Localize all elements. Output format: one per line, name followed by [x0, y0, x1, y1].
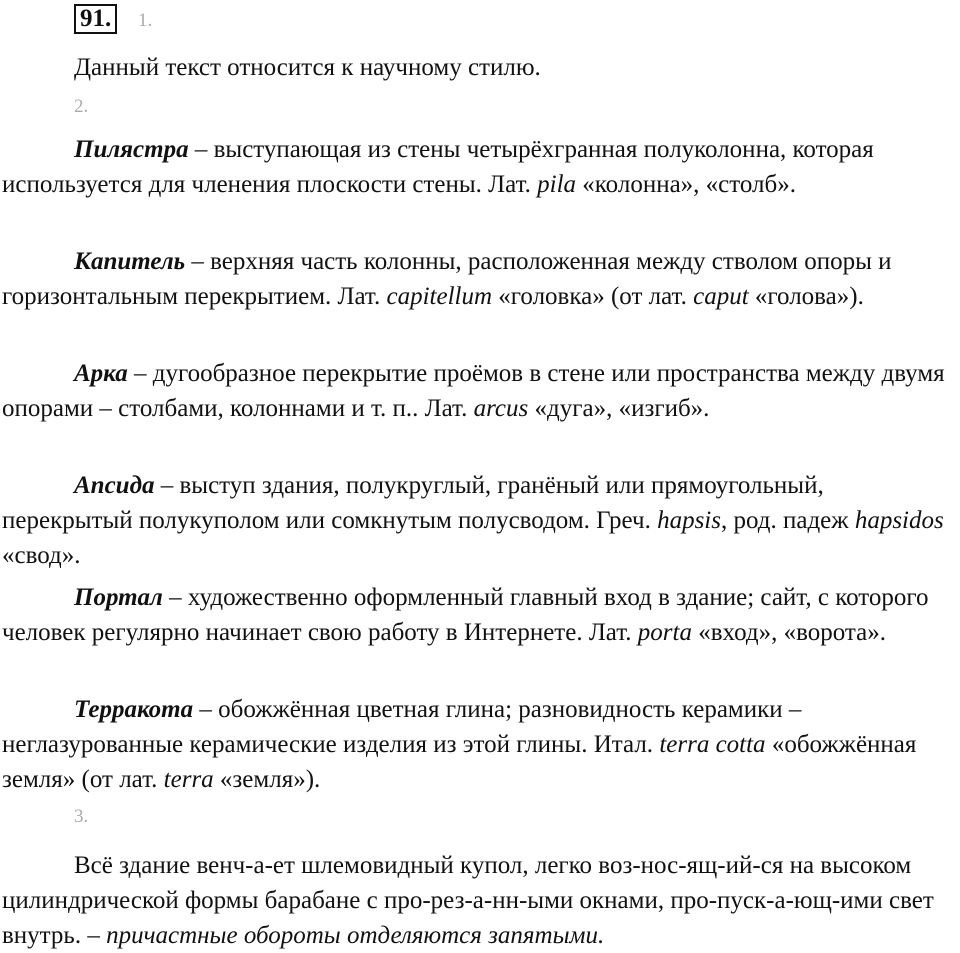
definition-term: Капитель — [74, 248, 186, 275]
foreign-word: terra — [163, 766, 214, 793]
foreign-word: caput — [693, 283, 749, 310]
marker-2: 2. — [74, 96, 89, 117]
marker-3: 3. — [74, 806, 89, 827]
definition-text: – художественно оформленный главный вход в здание; сайт, с которого человек регулярно начинает свою работу в Интернете. Лат. — [2, 584, 929, 646]
definition-item — [2, 356, 952, 426]
foreign-word: porta — [637, 619, 692, 646]
definition-text: – дугообразное перекрытие проёмов в стене или пространства между двумя опорами – столбами, колоннами и т. п.. Лат. — [2, 360, 945, 422]
definition-text: – выступающая из стены четырёхгранная полуколонна, которая используется для членения плоскости стены. Лат. — [2, 136, 874, 198]
definition-text: – верхняя часть колонны, расположенная между стволом опоры и горизонтальным перекрытием. Лат. — [2, 248, 892, 310]
answer-3-text: Всё здание венч-а-ет шлемовидный купол, легко воз-нос-ящ-ий-ся на высоком цилиндрической формы барабане с про-рез-а-нн-ыми окнами, про-пуск-а-ющ-ими свет внутрь. — [2, 852, 934, 949]
definition-term: Портал — [74, 584, 163, 611]
definition-item — [2, 580, 952, 650]
marker-1: 1. — [138, 10, 153, 31]
definition-text: «земля»). — [213, 766, 321, 793]
answer-3 — [2, 848, 952, 953]
definition-text: – обожжённая цветная глина; разновидность керамики – неглазурованные керамические изделия из этой глины. Итал. — [2, 696, 802, 758]
foreign-word: hapsidos — [854, 507, 944, 534]
foreign-word: pila — [537, 171, 577, 198]
definition-text: , род. падеж — [720, 507, 855, 534]
definition-text: «свод». — [2, 542, 81, 569]
foreign-word: hapsis — [657, 507, 721, 534]
task-number: 91. — [74, 4, 117, 34]
foreign-word: terra cotta — [659, 731, 766, 758]
answer-3-comment: – причастные обороты отделяются запятыми. — [87, 922, 605, 949]
definition-text: «вход», «ворота». — [691, 619, 886, 646]
answer-1: Данный текст относится к научному стилю. — [74, 54, 541, 81]
definition-text: – выступ здания, полукруглый, гранёный или прямоугольный, перекрытый полукуполом или сомкнутым полусводом. Греч. — [2, 472, 824, 534]
definition-item — [2, 692, 952, 797]
definition-item — [2, 468, 952, 573]
definition-item — [2, 244, 952, 314]
definition-term: Арка — [74, 360, 128, 387]
foreign-word: capitellum — [386, 283, 493, 310]
definition-text: «голова»). — [748, 283, 864, 310]
definition-text: «обожжённая земля» (от лат. — [2, 731, 917, 793]
definition-text: «колонна», «столб». — [576, 171, 796, 198]
definition-text: «головка» (от лат. — [492, 283, 694, 310]
definition-term: Апсида — [74, 472, 155, 499]
definition-term: Пилястра — [74, 136, 189, 163]
definition-text: «дуга», «изгиб». — [528, 395, 710, 422]
definition-item — [2, 132, 952, 202]
foreign-word: arcus — [473, 395, 529, 422]
definition-term: Терракота — [74, 696, 194, 723]
